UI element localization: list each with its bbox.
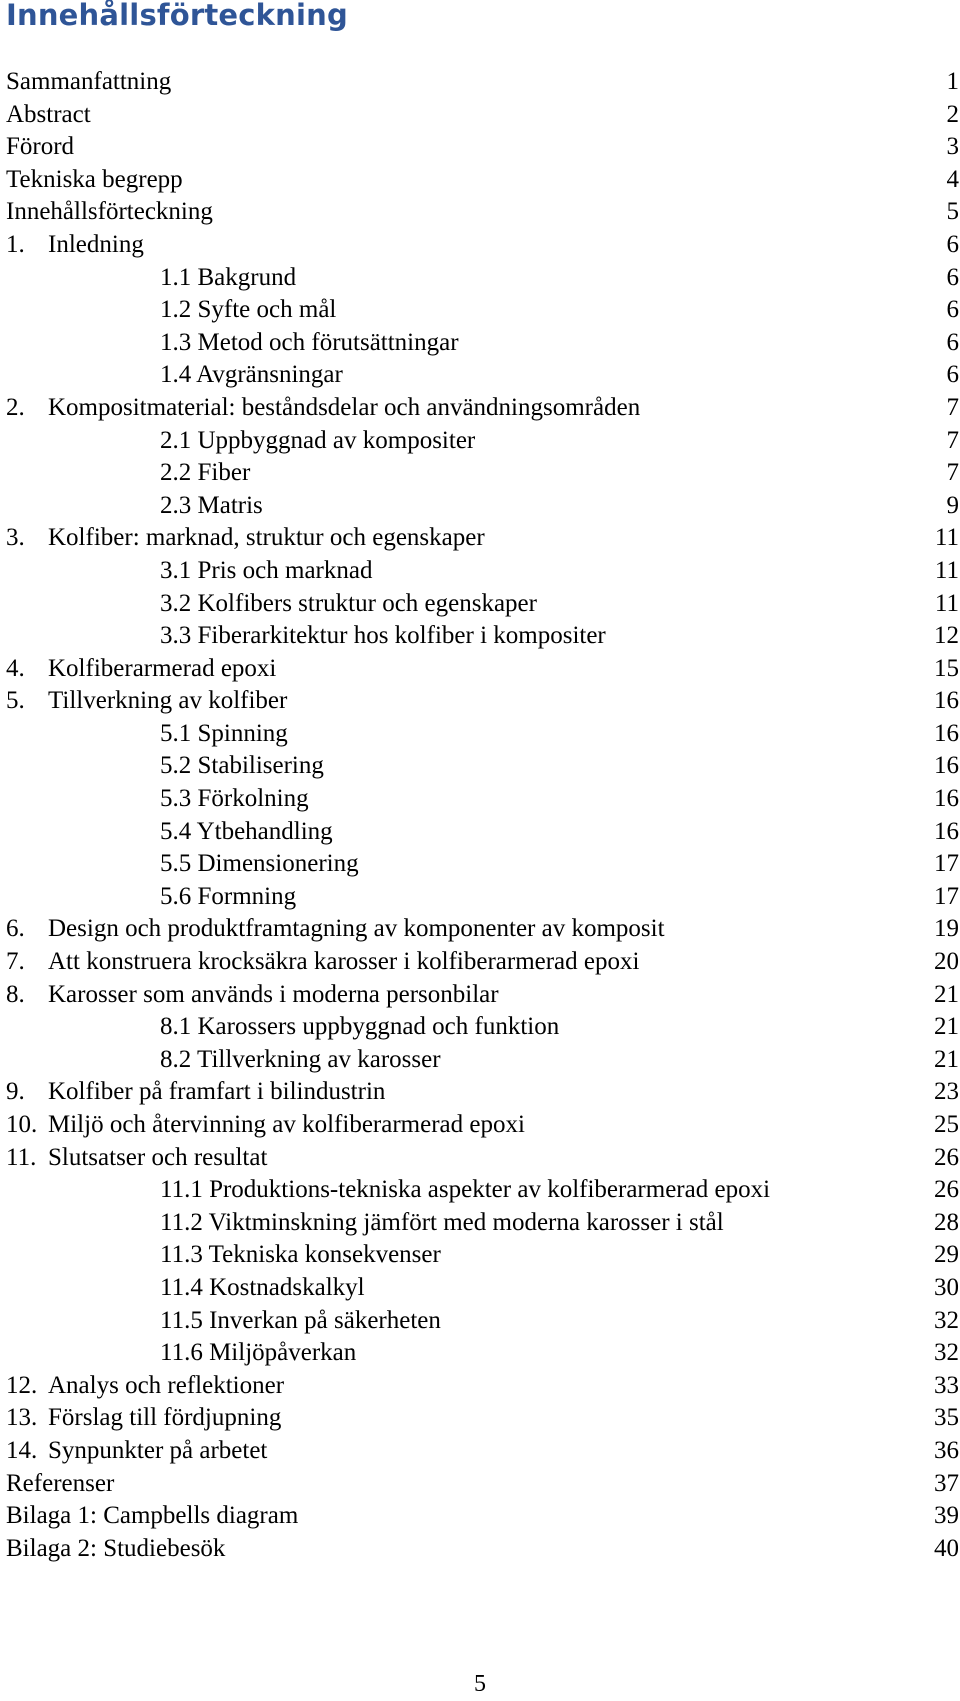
toc-entry-number: 13. — [6, 1404, 38, 1432]
toc-entry-label: 5.4 Ytbehandling — [160, 817, 333, 845]
toc-entry[interactable] — [6, 425, 959, 458]
toc-entry-page: 20 — [934, 948, 959, 976]
toc-entry-label: 3.1 Pris och marknad — [160, 556, 373, 584]
toc-entry-page: 36 — [934, 1436, 959, 1464]
toc-entry-page: 26 — [934, 1176, 959, 1204]
toc-entry-label: 5.1 Spinning — [160, 719, 288, 747]
toc-entry[interactable] — [6, 1337, 959, 1370]
toc-entry-label: Bilaga 1: Campbells diagram — [6, 1502, 299, 1530]
toc-entry-page: 7 — [946, 426, 959, 454]
toc-entry-label: 3.2 Kolfibers struktur och egenskaper — [160, 589, 537, 617]
toc-entry[interactable] — [6, 229, 959, 262]
toc-entry-label: 8.1 Karossers uppbyggnad och funktion — [160, 1013, 560, 1041]
toc-entry[interactable] — [6, 816, 959, 849]
toc-entry-label: 2.2 Fiber — [160, 459, 251, 487]
toc-entry-page: 17 — [934, 882, 959, 910]
toc-entry[interactable] — [6, 881, 959, 914]
toc-entry-label: Synpunkter på arbetet — [48, 1436, 268, 1464]
toc-entry-label: Referenser — [6, 1469, 115, 1497]
toc-entry-page: 33 — [934, 1371, 959, 1399]
toc-entry[interactable] — [6, 392, 959, 425]
toc-entry-page: 1 — [946, 68, 959, 95]
toc-entry-page: 12 — [934, 622, 959, 650]
toc-entry-label: 5.5 Dimensionering — [160, 850, 359, 878]
toc-entry[interactable] — [6, 1500, 959, 1533]
toc-entry-label: Abstract — [6, 100, 91, 128]
toc-entry-label: Sammanfattning — [6, 68, 172, 95]
toc-entry-number: 5. — [6, 687, 25, 715]
toc-entry-label: Kolfiber på framfart i bilindustrin — [48, 1078, 386, 1106]
toc-entry-page: 16 — [934, 752, 959, 780]
toc-entry-number: 2. — [6, 393, 25, 421]
toc-entry[interactable] — [6, 262, 959, 295]
toc-entry[interactable] — [6, 620, 959, 653]
toc-entry[interactable] — [6, 1076, 959, 1109]
toc-entry[interactable] — [6, 66, 959, 99]
toc-entry-page: 26 — [934, 1143, 959, 1171]
toc-entry-page: 11 — [934, 524, 959, 552]
table-of-contents — [6, 66, 959, 1565]
toc-entry-page: 16 — [934, 785, 959, 813]
toc-entry-number: 9. — [6, 1078, 25, 1106]
toc-entry-page: 29 — [934, 1241, 959, 1269]
toc-entry-page: 21 — [934, 980, 959, 1008]
toc-entry[interactable] — [6, 1239, 959, 1272]
toc-entry-page: 6 — [946, 361, 959, 389]
toc-entry[interactable] — [6, 848, 959, 881]
toc-entry[interactable] — [6, 1207, 959, 1240]
toc-entry[interactable] — [6, 555, 959, 588]
toc-entry-label: Kompositmaterial: beståndsdelar och användningsområden — [48, 393, 641, 421]
toc-entry-label: 8.2 Tillverkning av karosser — [160, 1045, 441, 1073]
toc-entry-page: 32 — [934, 1306, 959, 1334]
toc-entry[interactable] — [6, 588, 959, 621]
toc-entry[interactable] — [6, 1370, 959, 1403]
toc-entry-page: 5 — [946, 198, 959, 226]
toc-entry-label: Bilaga 2: Studiebesök — [6, 1534, 226, 1562]
toc-entry[interactable] — [6, 685, 959, 718]
toc-entry-number: 12. — [6, 1371, 38, 1399]
toc-entry-label: 5.6 Formning — [160, 882, 297, 910]
toc-entry-label: 2.1 Uppbyggnad av kompositer — [160, 426, 476, 454]
toc-entry-number: 7. — [6, 948, 25, 976]
toc-entry[interactable] — [6, 1533, 959, 1566]
toc-entry-page: 11 — [934, 589, 959, 617]
toc-entry[interactable] — [6, 196, 959, 229]
toc-entry-label: Tekniska begrepp — [6, 165, 183, 193]
toc-entry-number: 8. — [6, 980, 25, 1008]
toc-entry[interactable] — [6, 1435, 959, 1468]
toc-entry[interactable] — [6, 946, 959, 979]
toc-entry-label: Inledning — [48, 230, 144, 258]
toc-entry-label: 11.4 Kostnadskalkyl — [160, 1273, 365, 1301]
toc-entry[interactable] — [6, 359, 959, 392]
toc-entry-label: 11.6 Miljöpåverkan — [160, 1339, 357, 1367]
toc-entry-page: 37 — [934, 1469, 959, 1497]
toc-entry-page: 16 — [934, 817, 959, 845]
toc-entry[interactable] — [6, 1468, 959, 1501]
toc-entry-label: 5.3 Förkolning — [160, 785, 309, 813]
toc-entry-page: 21 — [934, 1045, 959, 1073]
toc-entry-page: 2 — [946, 100, 959, 128]
toc-entry-page: 4 — [946, 165, 959, 193]
toc-entry[interactable] — [6, 1044, 959, 1077]
toc-entry-page: 6 — [946, 328, 959, 356]
toc-entry-label: 2.3 Matris — [160, 491, 263, 519]
toc-entry[interactable] — [6, 457, 959, 490]
toc-entry-label: Innehållsförteckning — [6, 198, 213, 226]
toc-entry-label: 11.2 Viktminskning jämfört med moderna karosser i stål — [160, 1208, 724, 1236]
toc-entry-page: 9 — [946, 491, 959, 519]
toc-entry-page: 19 — [934, 915, 959, 943]
toc-entry-page: 21 — [934, 1013, 959, 1041]
toc-entry[interactable] — [6, 1142, 959, 1175]
toc-entry-page: 30 — [934, 1273, 959, 1301]
toc-entry[interactable] — [6, 522, 959, 555]
toc-entry[interactable] — [6, 1174, 959, 1207]
toc-entry-page: 6 — [946, 296, 959, 324]
toc-entry[interactable] — [6, 1402, 959, 1435]
toc-entry[interactable] — [6, 783, 959, 816]
toc-entry[interactable] — [6, 164, 959, 197]
toc-entry-page: 28 — [934, 1208, 959, 1236]
toc-entry-label: Tillverkning av kolfiber — [48, 687, 288, 715]
toc-entry[interactable] — [6, 327, 959, 360]
toc-entry-number: 11. — [6, 1143, 37, 1171]
toc-entry[interactable] — [6, 653, 959, 686]
toc-entry[interactable] — [6, 1305, 959, 1338]
toc-entry-label: Förslag till fördjupning — [48, 1404, 282, 1432]
toc-entry-label: Kolfiber: marknad, struktur och egenskaper — [48, 524, 485, 552]
toc-entry-page: 6 — [946, 263, 959, 291]
toc-entry-page: 3 — [946, 133, 959, 161]
toc-entry-page: 16 — [934, 687, 959, 715]
toc-entry-label: 1.4 Avgränsningar — [160, 361, 343, 389]
toc-entry-label: Design och produktframtagning av komponenter av komposit — [48, 915, 665, 943]
toc-entry-label: Kolfiberarmerad epoxi — [48, 654, 277, 682]
toc-entry-number: 4. — [6, 654, 25, 682]
toc-entry-number: 1. — [6, 230, 25, 258]
toc-entry-page: 16 — [934, 719, 959, 747]
toc-entry-label: Karosser som används i moderna personbilar — [48, 980, 499, 1008]
toc-entry-label: 1.3 Metod och förutsättningar — [160, 328, 459, 356]
toc-entry-label: 11.5 Inverkan på säkerheten — [160, 1306, 441, 1334]
toc-entry-label: 1.2 Syfte och mål — [160, 296, 337, 324]
toc-entry-label: Miljö och återvinning av kolfiberarmerad epoxi — [48, 1111, 525, 1138]
toc-entry[interactable] — [6, 1109, 959, 1142]
toc-entry-page: 6 — [946, 230, 959, 258]
page-title: Innehållsförteckning — [6, 0, 348, 32]
toc-entry[interactable] — [6, 490, 959, 523]
toc-entry-page: 11 — [934, 556, 959, 584]
toc-entry[interactable] — [6, 750, 959, 783]
toc-entry-page: 35 — [934, 1404, 959, 1432]
toc-entry[interactable] — [6, 294, 959, 327]
toc-entry[interactable] — [6, 99, 959, 132]
toc-entry-number: 10. — [6, 1111, 38, 1138]
toc-entry-label: 3.3 Fiberarkitektur hos kolfiber i kompositer — [160, 622, 606, 650]
toc-entry-label: Analys och reflektioner — [48, 1371, 285, 1399]
toc-entry-label: 11.1 Produktions-tekniska aspekter av kolfiberarmerad epoxi — [160, 1176, 771, 1204]
toc-entry-page: 25 — [934, 1111, 959, 1138]
toc-entry-page: 32 — [934, 1339, 959, 1367]
toc-entry-page: 39 — [934, 1502, 959, 1530]
toc-entry[interactable] — [6, 131, 959, 164]
toc-entry-page: 23 — [934, 1078, 959, 1106]
toc-entry[interactable] — [6, 1272, 959, 1305]
toc-entry[interactable] — [6, 979, 959, 1012]
toc-entry-page: 7 — [946, 459, 959, 487]
toc-entry-label: 5.2 Stabilisering — [160, 752, 324, 780]
toc-entry-label: Förord — [6, 133, 75, 161]
toc-entry-number: 3. — [6, 524, 25, 552]
toc-entry-label: 1.1 Bakgrund — [160, 263, 297, 291]
toc-entry-number: 6. — [6, 915, 25, 943]
toc-entry[interactable] — [6, 1011, 959, 1044]
toc-entry-page: 40 — [934, 1534, 959, 1562]
toc-entry-label: Att konstruera krocksäkra karosser i kolfiberarmerad epoxi — [48, 948, 640, 976]
toc-entry-label: 11.3 Tekniska konsekvenser — [160, 1241, 441, 1269]
toc-entry[interactable] — [6, 718, 959, 751]
toc-entry-number: 14. — [6, 1436, 38, 1464]
toc-entry[interactable] — [6, 913, 959, 946]
toc-entry-label: Slutsatser och resultat — [48, 1143, 268, 1171]
toc-entry-page: 15 — [934, 654, 959, 682]
toc-entry-page: 7 — [946, 393, 959, 421]
toc-entry-page: 17 — [934, 850, 959, 878]
page-number: 5 — [474, 1671, 486, 1697]
